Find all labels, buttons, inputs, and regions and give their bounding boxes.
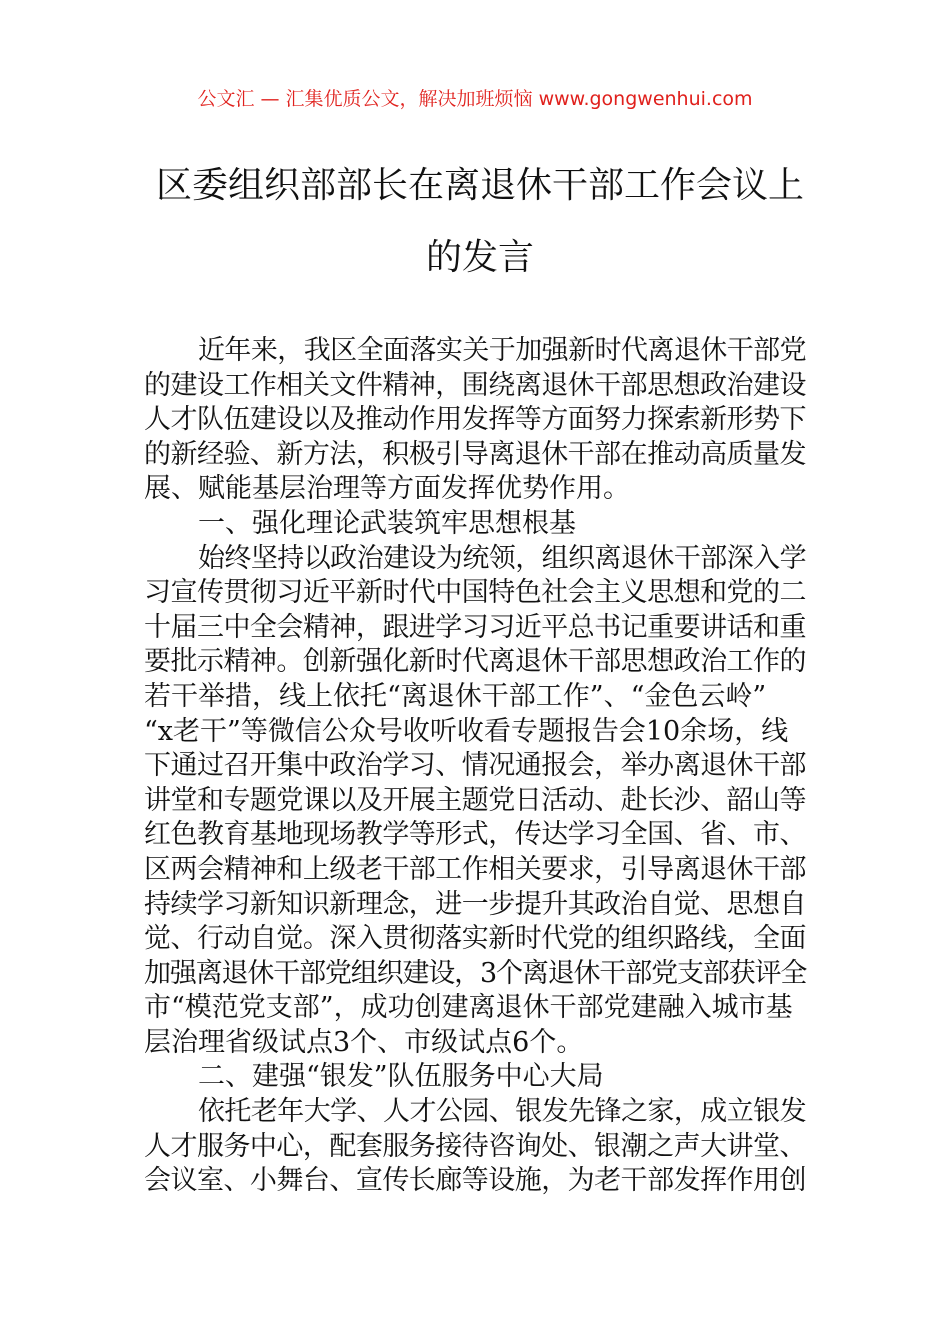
title-line-1: 区委组织部部长在离退休干部工作会议上 — [155, 165, 804, 206]
body-line: 会议室、小舞台、宣传长廊等设施，为老干部发挥作用创 — [144, 1165, 806, 1197]
body-line: 展、赋能基层治理等方面发挥优势作用。 — [144, 473, 630, 505]
body-line: “x老干”等微信公众号收听收看专题报告会10余场，线 — [144, 715, 789, 747]
body-line: 红色教育基地现场教学等形式，传达学习全国、省、市、 — [144, 819, 806, 851]
title-line-2: 的发言 — [425, 237, 534, 278]
body-line: 依托老年大学、人才公园、银发先锋之家，成立银发 — [198, 1096, 806, 1128]
body-line: 持续学习新知识新理念，进一步提升其政治自觉、思想自 — [144, 888, 806, 920]
body-line: 觉、行动自觉。深入贯彻落实新时代党的组织路线，全面 — [144, 923, 806, 955]
document-body — [144, 334, 806, 1199]
body-line: 区两会精神和上级老干部工作相关要求，引导离退休干部 — [144, 853, 806, 885]
body-line: 市“模范党支部”，成功创建离退休干部党建融入城市基 — [144, 992, 793, 1024]
body-line: 加强离退休干部党组织建设，3个离退休干部党支部获评全 — [144, 957, 807, 989]
body-line: 二、建强“银发”队伍服务中心大局 — [198, 1061, 604, 1093]
body-line: 一、强化理论武装筑牢思想根基 — [198, 507, 576, 539]
body-line: 下通过召开集中政治学习、情况通报会，举办离退休干部 — [144, 750, 806, 782]
body-line: 的建设工作相关文件精神，围绕离退休干部思想政治建设 — [144, 369, 806, 401]
body-line: 始终坚持以政治建设为统领，组织离退休干部深入学 — [198, 542, 806, 574]
site-banner: 公文汇 — 汇集优质公文，解决加班烦恼 www.gongwenhui.com — [197, 88, 753, 110]
document-title — [150, 150, 810, 294]
body-line: 若干举措，线上依托“离退休干部工作”、“金色云岭” — [144, 680, 767, 712]
body-line: 要批示精神。创新强化新时代离退休干部思想政治工作的 — [144, 646, 806, 678]
body-line: 习宣传贯彻习近平新时代中国特色社会主义思想和党的二 — [144, 577, 806, 609]
body-line: 人才服务中心，配套服务接待咨询处、银潮之声大讲堂、 — [144, 1130, 806, 1162]
body-line: 层治理省级试点3个、市级试点6个。 — [144, 1026, 584, 1058]
body-line: 人才队伍建设以及推动作用发挥等方面努力探索新形势下 — [144, 404, 806, 436]
body-line: 十届三中全会精神，跟进学习习近平总书记重要讲话和重 — [144, 611, 806, 643]
body-line: 近年来，我区全面落实关于加强新时代离退休干部党 — [198, 335, 806, 366]
body-line: 讲堂和专题党课以及开展主题党日活动、赴长沙、韶山等 — [144, 784, 806, 816]
body-line: 的新经验、新方法，积极引导离退休干部在推动高质量发 — [144, 438, 806, 470]
